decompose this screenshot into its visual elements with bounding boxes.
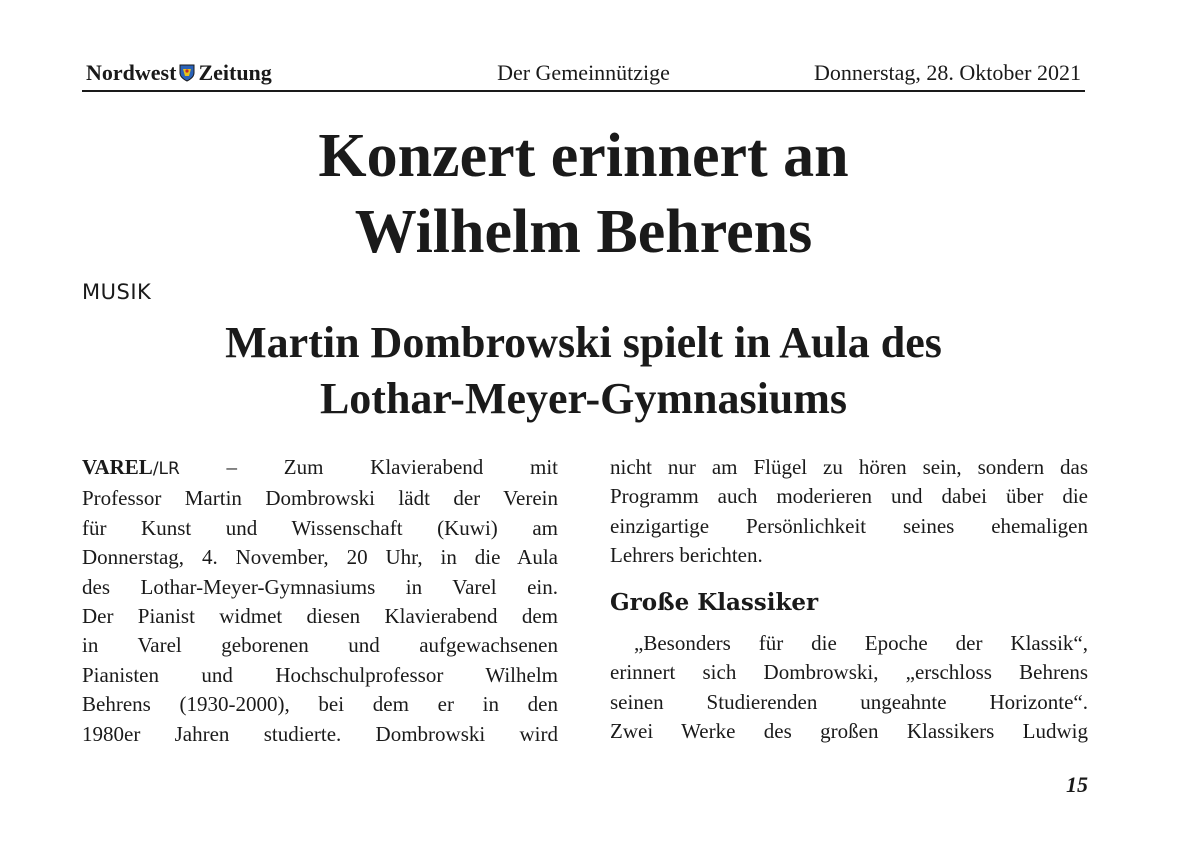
masthead [82,56,1085,92]
body-line: seinen Studierenden ungeahnte Horizonte“. [610,689,1088,714]
page-number: 15 [1066,772,1088,797]
body-line: Zwei Werke des großen Klassikers Ludwig [610,719,1088,744]
body-line: einzigartige Persönlichkeit seines ehemaligen [610,513,1088,538]
body-line: für Kunst und Wissenschaft (Kuwi) am [82,515,558,540]
headline [82,118,1085,270]
dateline-place: VAREL [82,455,153,479]
body-line: des Lothar-Meyer-Gymnasiums in Varel ein. [82,574,558,599]
issue-date: Donnerstag, 28. Oktober 2021 [813,60,1081,85]
subheadline-line: Lothar-Meyer-Gymnasiums [319,374,848,423]
section-title: Der Gemeinnützige [497,60,670,85]
body-line: Behrens (1930-2000), bei dem er in den [82,692,558,717]
dateline-dash: – [179,455,284,479]
logo-text-right: Zeitung [198,60,272,85]
body-line: „Besonders für die Epoche der Klassik“, [634,631,1088,656]
body-line: Pianisten und Hochschulprofessor Wilhelm [82,662,558,687]
body-line: 1980er Jahren studierte. Dombrowski wird [82,721,558,746]
body-line: in Varel geborenen und aufgewachsenen [82,633,558,658]
headline-line: Konzert erinnert an [318,122,849,190]
logo-text-left: Nordwest [86,60,177,85]
body-line [82,453,558,484]
subheadline-line: Martin Dombrowski spielt in Aula des [225,318,942,367]
body-text: Zum Klavierabend mit [283,455,559,479]
article-column-2 [610,453,1088,747]
body-line: Programm auch moderieren und dabei über die [610,484,1088,509]
body-line: erinnert sich Dombrowski, „erschloss Behrens [610,660,1088,685]
kicker: MUSIK [82,280,152,304]
dateline [82,455,180,479]
headline-line: Wilhelm Behrens [354,198,813,266]
body-line: Professor Martin Dombrowski lädt der Verein [82,486,558,511]
body-line: nicht nur am Flügel zu hören sein, sondern das [610,455,1088,479]
section-heading: Große Klassiker [610,588,819,616]
subheadline [82,315,1085,427]
body-line: Donnerstag, 4. November, 20 Uhr, in die Aula [82,545,558,570]
body-line: Lehrers berichten. [610,543,763,568]
dateline-author: /LR [152,459,180,479]
body-line: Der Pianist widmet diesen Klavierabend dem [82,604,558,629]
article-column-1 [82,453,558,749]
